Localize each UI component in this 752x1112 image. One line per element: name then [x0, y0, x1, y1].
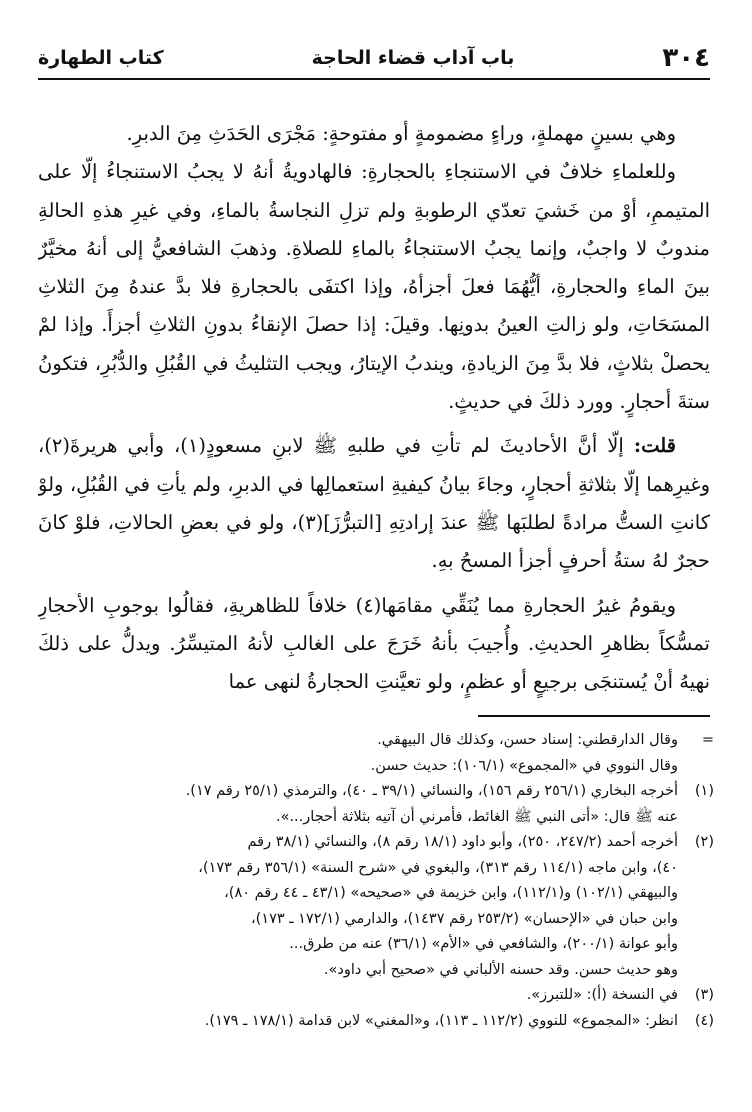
- book-title: كتاب الطهارة: [38, 47, 164, 69]
- footnote-label: =: [701, 732, 714, 748]
- main-text: [38, 115, 710, 700]
- footnote-body: [38, 728, 678, 779]
- footnote-body: [38, 1009, 678, 1035]
- paragraph-text: إلّا أنَّ الأحاديثَ لم تأتِ في طلبهِ ﷺ لابنِ مسعودٍ(١)، وأبي هريرةَ(٢)، وغيرِهما إلّا بثلاثةِ أحجارٍ، وجاءَ بيانُ كيفيةِ استعمالِها في الدبرِ، ولم يأتِ في القُبُلِ، ولوْ كانتِ الستُّ مرادةً لطلبَها ﷺ عندَ إرادتِهِ [التبرُّزَ](٣)، ولو في بعضِ الحالاتِ، فلوْ كانَ حجرٌ لهُ ستةُ أحرفٍ أجزأ المسحُ بهِ.: [38, 434, 710, 573]
- footnote: [38, 728, 714, 779]
- footnote-body: [38, 779, 678, 830]
- page-header: [38, 38, 710, 80]
- footnote-line: وهو حديث حسن. وقد حسنه الألباني في «صحيح أبي داود».: [323, 961, 678, 978]
- footnote-label: (٣): [694, 987, 714, 1003]
- footnote-line: وابن حبان في «الإحسان» (٢٥٣/٢ رقم ١٤٣٧)، والدارمي (١٧٢/١ ـ ١٧٣)،: [250, 910, 678, 927]
- footnote-divider: [478, 715, 710, 717]
- paragraph: ويقومُ غيرُ الحجارةِ مما يُنَقِّي مقامَها(٤) خلافاً للظاهريةِ، فقالُوا بوجوبِ الأحجارِ تمسُّكاً بظاهرِ الحديثِ. وأُجيبَ بأنهُ خَرَجَ على الغالبِ لأنهُ المتيسِّرُ. ويدلُّ على ذلكَ نهيهُ أنْ يُستنجَى برجيعٍ أو عظمٍ، ولو تعيَّنتِ الحجارةُ لنهى عما: [38, 593, 710, 694]
- footnote-label: (٤): [694, 1012, 714, 1029]
- footnote-label: (٢): [694, 834, 714, 850]
- footnote-line: عنه ﷺ قال: «أتى النبي ﷺ الغائط، فأمرني أن آتيه بثلاثة أحجار...».: [275, 808, 678, 825]
- footnote-line: ٤٠)، وابن ماجه (١١٤/١ رقم ٣١٣)، والبغوي في «شرح السنة» (٣٥٦/١ رقم ١٧٣)،: [198, 859, 678, 876]
- footnote-line: وقال النووي في «المجموع» (١٠٦/١): حديث حسن.: [370, 757, 678, 774]
- footnote-body: [38, 983, 678, 1009]
- paragraph: وهي بسينٍ مهملةٍ، وراءٍ مضمومةٍ أو مفتوحةٍ: مَجْرَى الحَدَثِ مِنَ الدبرِ.: [126, 122, 676, 145]
- footnote-line: والبيهقي (١٠٢/١) و(١١٢/١)، وابن خزيمة في «صحيحه» (٤٣/١ ـ ٤٤ رقم ٨٠)،: [224, 885, 678, 901]
- footnote-label: (١): [694, 783, 714, 799]
- footnote-body: [38, 830, 678, 983]
- footnote-line: وأبو عوانة (٢٠٠/١)، والشافعي في «الأم» (٣٦/١) عنه من طرق...: [289, 936, 678, 952]
- paragraph: [38, 427, 710, 580]
- footnote-line: انظر: «المجموع» للنووي (١١٢/٢ ـ ١١٣)، و«المغني» لابن قدامة (١٧٨/١ ـ ١٧٩).: [204, 1012, 678, 1029]
- paragraph: وللعلماءِ خلافٌ في الاستنجاءِ بالحجارةِ: فالهادويةُ أنهُ لا يجبُ الاستنجاءُ إلّا على المتيممِ، أوْ من خَشيَ تعدّي الرطوبةِ ولم تزلِ النجاسةُ بالماءِ، وفي غيرِ هذهِ الحالةِ مندوبٌ لا واجبٌ، وإنما يجبُ الاستنجاءُ بالماءِ للصلاةِ. وذهبَ الشافعيُّ إلى أنهُ مخيَّرٌ بينَ الماءِ والحجارةِ، أيُّهُمَا فعلَ أجزأهُ، وإذا اكتفَى بالحجارةِ فلا بدَّ عندهُ مِنَ الثلاثِ المسَحَاتِ، ولو زالتِ العينُ بدونِها. وقيلَ: إذا حصلَ الإنقاءُ بدونِ الثلاثِ أجزأَ. وإذا لمْ يحصلْ بثلاثٍ، فلا بدَّ مِنَ الزيادةِ، ويندبُ الإيتارُ، ويجب التثليثُ في القُبُلِ والدُّبُرِ، فتكونُ ستةَ أحجارٍ. وورد ذلكَ في حديثٍ.: [38, 160, 710, 414]
- paragraph-lead: قلت:: [633, 434, 676, 458]
- footnote-line: أخرجه البخاري (٢٥٦/١ رقم ١٥٦)، والنسائي (٣٩/١ ـ ٤٠)، والترمذي (٢٥/١ رقم ١٧).: [185, 783, 678, 799]
- footnote: [38, 830, 714, 983]
- footnote-line: في النسخة (أ): «للتبرز».: [526, 987, 678, 1003]
- chapter-title: باب آداب قضاء الحاجة: [311, 47, 515, 69]
- footnotes: [38, 728, 714, 1068]
- page-number: ٣٠٤: [662, 43, 710, 73]
- footnote: [38, 983, 714, 1009]
- footnote-line: وقال الدارقطني: إسناد حسن، وكذلك قال البيهقي.: [377, 732, 678, 748]
- footnote: [38, 779, 714, 830]
- footnote-line: أخرجه أحمد (٢٤٧/٢، ٢٥٠)، وأبو داود (١٨/١ رقم ٨)، والنسائي (٣٨/١ رقم: [247, 834, 678, 850]
- footnote: [38, 1009, 714, 1035]
